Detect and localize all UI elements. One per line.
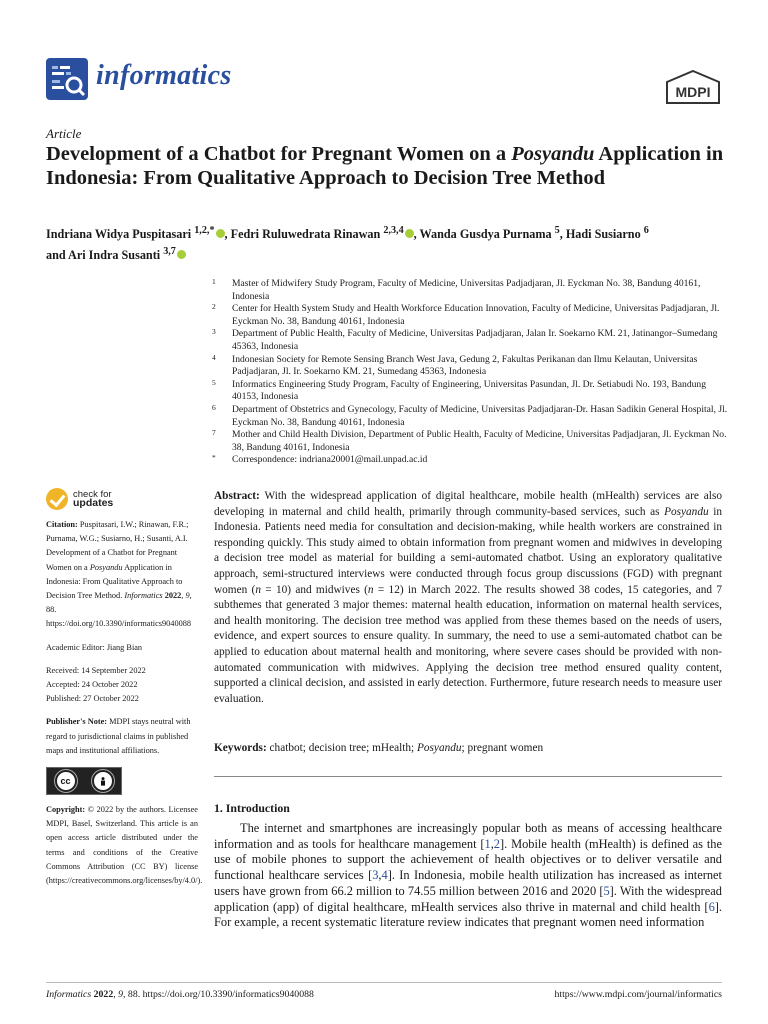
academic-editor: Academic Editor: Jiang Bian xyxy=(46,642,143,652)
abstract-italic: n xyxy=(367,583,374,596)
affiliation-text: Department of Obstetrics and Gynecology, Faculty of Medicine, Universitas Padjadjaran-Dr. Hasan Sadikin General Hospital, Jl. Eyckman No. 38, Bandung 40161, Indonesia xyxy=(232,403,728,428)
orcid-icon[interactable] xyxy=(177,250,186,259)
citation-text: Application in Indonesia: From Qualitative Approach to Decision Tree Method. xyxy=(46,562,183,601)
abstract-label: Abstract: xyxy=(214,490,260,502)
affiliation-item xyxy=(212,354,732,379)
author-name[interactable]: Ari Indra Susanti xyxy=(68,248,161,263)
correspondence xyxy=(212,454,732,467)
body-text: , xyxy=(378,868,382,883)
author-name[interactable]: Wanda Gusdya Purnama xyxy=(419,227,552,242)
footer-journal: Informatics xyxy=(46,989,92,1000)
section-divider xyxy=(214,776,722,777)
body-text: ]. Mobile health (mHealth) is defined as the use of mobile phones to support the achievement of health objectives or to deliver versatile and functional healthcare services [ xyxy=(214,836,722,883)
orcid-icon[interactable] xyxy=(216,229,225,238)
citation-label: Citation: xyxy=(46,520,78,529)
citation-text: , xyxy=(181,591,186,601)
citation-link[interactable]: 6 xyxy=(708,899,715,914)
citation-link[interactable]: 1 xyxy=(484,836,491,851)
checkmark-icon xyxy=(46,488,68,510)
keywords xyxy=(214,741,722,757)
abstract xyxy=(214,489,722,707)
affiliation-text: Informatics Engineering Study Program, Faculty of Engineering, Universitas Pasundan, Jl. Dr. Setiabudi No. 193, Bandung 40153, Indonesia xyxy=(232,378,707,403)
citation-year: 2022 xyxy=(162,591,182,601)
introduction-paragraph xyxy=(214,821,722,931)
affiliation-item xyxy=(212,379,732,404)
citation-text: Puspitasari, I.W.; Rinawan, F.R.; Purnama, W.G.; Susiarno, H.; Susanti, A.I. Development of a Chatbot for Pregnant Women on a xyxy=(46,520,189,572)
footer-volume: 9 xyxy=(118,989,124,1000)
citation-link[interactable]: 2 xyxy=(493,836,500,851)
footer-journal-url[interactable]: https://www.mdpi.com/journal/informatics xyxy=(554,989,722,1000)
article-title xyxy=(46,142,736,190)
citation xyxy=(46,518,198,632)
person-icon xyxy=(99,777,107,786)
abstract-text: = 10) and midwives ( xyxy=(260,583,368,596)
received-date: Received: 14 September 2022 xyxy=(46,665,146,675)
orcid-icon[interactable] xyxy=(405,229,414,238)
body-text: ]. With the widespread application (app) of digital healthcare, mHealth services also thrive in maternal and child health [ xyxy=(214,883,722,914)
correspondence-marker: * xyxy=(212,453,216,463)
affiliation-number: 1 xyxy=(212,277,216,286)
cc-by-license-icon[interactable] xyxy=(46,767,122,795)
affiliation-item xyxy=(212,303,732,328)
author-affiliation-marker: 6 xyxy=(643,225,649,236)
abstract-text: With the widespread application of digital healthcare, mobile health (mHealth) services are also developing in maternal and child health, primarily through community-based services, such as xyxy=(214,490,722,518)
published-date: Published: 27 October 2022 xyxy=(46,694,139,704)
affiliation-number: 7 xyxy=(212,428,216,438)
keywords-text: chatbot; decision tree; mHealth; xyxy=(266,742,417,754)
section-heading: 1. Introduction xyxy=(214,801,290,815)
author-affiliation-marker: 1,2,* xyxy=(194,225,215,236)
journal-logo xyxy=(46,58,88,100)
title-text: Development of a Chatbot for Pregnant Women on a xyxy=(46,143,512,165)
footer-text: , xyxy=(113,989,119,1000)
author-name[interactable]: Indriana Widya Puspitasari xyxy=(46,227,192,242)
check-updates-label xyxy=(73,490,113,509)
affiliation-number: 4 xyxy=(212,352,216,362)
affiliation-item xyxy=(212,278,732,303)
citation-doi[interactable]: , 88. https://doi.org/10.3390/informatics9040088 xyxy=(46,591,192,629)
citation-volume: 9 xyxy=(185,591,190,601)
keywords-label: Keywords: xyxy=(214,742,267,754)
body-text: ]. In Indonesia, mobile health utilization has increased as internet users have grown from 66.2 million to 74.55 million between 2016 and 2020 [ xyxy=(214,868,722,898)
publisher-note xyxy=(46,715,198,758)
citation-link[interactable]: 4 xyxy=(381,868,388,883)
by-icon xyxy=(92,770,114,792)
affiliation-text: Center for Health System Study and Health Workforce Education Innovation, Faculty of Medicine, Universitas Padjadjaran, Jl. Eyckman No. 38, Bandung 40161, Indonesia xyxy=(232,303,720,327)
publisher-note-text: MDPI stays neutral with regard to jurisdictional claims in published maps and institutional affiliations. xyxy=(46,717,191,755)
copyright-label: Copyright: xyxy=(46,805,86,815)
journal-name[interactable]: informatics xyxy=(96,60,232,91)
affiliation-number: 2 xyxy=(212,302,216,312)
affiliation-number: 3 xyxy=(212,327,216,337)
publisher-logo[interactable] xyxy=(664,70,722,104)
abstract-text: in Indonesia. Patients need media for consultation and decision-making, while health workers are constrained in responding quickly. This study aimed to obtain information from pregnant women and midwives in developing a decision tree model as material for building a semi-automated chatbot. Using an exploratory qualitative approach, semi-structured interviews were conducted through focus group discussions (FGD) with pregnant women ( xyxy=(214,505,722,596)
body-text: , xyxy=(490,836,494,851)
author-affiliation-marker: 5 xyxy=(554,225,560,236)
affiliations xyxy=(212,278,732,467)
affiliation-item xyxy=(212,429,732,454)
accepted-date: Accepted: 24 October 2022 xyxy=(46,680,138,690)
citation-link[interactable]: 5 xyxy=(603,883,610,898)
copyright xyxy=(46,803,203,888)
cc-icon: cc xyxy=(55,770,77,792)
title-italic: Posyandu xyxy=(511,143,595,165)
svg-text:MDPI: MDPI xyxy=(675,84,711,100)
author-name[interactable]: Fedri Ruluwedrata Rinawan xyxy=(230,227,381,242)
abstract-italic: Posyandu xyxy=(664,505,709,518)
correspondence-text[interactable]: Correspondence: indriana20001@mail.unpad.ac.id xyxy=(232,454,428,466)
affiliation-text: Mother and Child Health Division, Department of Public Health, Faculty of Medicine, Universitas Padjadjaran, Jl. Eyckman No. 38, Bandung 40161, Indonesia xyxy=(232,429,727,453)
check-line: check for xyxy=(73,488,112,500)
citation-link[interactable]: 3 xyxy=(372,868,379,883)
publisher-note-label: Publisher's Note: xyxy=(46,717,108,727)
keywords-italic: Posyandu xyxy=(416,742,462,754)
footer-citation xyxy=(46,989,314,1000)
affiliation-number: 5 xyxy=(212,377,216,387)
body-text: The internet and smartphones are increasingly popular both as means of accessing healthcare information and as tools for healthcare management [ xyxy=(214,821,722,851)
footer-doi[interactable]: , 88. https://doi.org/10.3390/informatics9040088 xyxy=(123,989,314,1000)
citation-journal: Informatics xyxy=(124,591,163,601)
body-text: ]. For example, a recent systematic literature review indicates that pregnant women need information xyxy=(214,899,722,930)
abstract-text: = 12) in March 2022. The results showed 38 codes, 15 categories, and 7 subthemes that generated 3 major themes: maternal health education, information on maternal health services, and health monitoring. The decision tree method was applied from these themes based on the needs of users, evidence, and expert sources to ensure quality. In summary, the need to use a semi-automated chatbot can be applied to education about maternal health and monitoring, where severe cases should be provided with non-automated communication with midwives. Applying the decision tree method ensured quality content, supported a clinical decision, and assisted in early detection. Furthermore, future research needs to measure user evaluation. xyxy=(214,583,722,705)
affiliation-number: 6 xyxy=(212,402,216,412)
copyright-text: © 2022 by the authors. Licensee MDPI, Basel, Switzerland. This article is an open access article distributed under the terms and conditions of the Creative Commons Attribution (CC BY) license (https://creativecommons.org/licenses/by/4.0/). xyxy=(46,805,203,886)
article-type: Article xyxy=(46,126,82,141)
author-and: and xyxy=(46,248,66,263)
abstract-italic: n xyxy=(255,583,261,596)
footer-year: 2022 xyxy=(91,989,114,1000)
affiliation-text: Indonesian Society for Remote Sensing Branch West Java, Gedung 2, Fakultas Perikanan dan Ilmu Kelautan, Universitas Padjadjaran, Jl. Ir. Soekarno KM. 21, Sumedang 45363, Indonesia xyxy=(232,353,698,378)
affiliation-text: Master of Midwifery Study Program, Faculty of Medicine, Universitas Padjadjaran, Jl. Eyckman No. 38, Bandung 40161, Indonesia xyxy=(232,278,701,302)
author-name[interactable]: Hadi Susiarno xyxy=(565,227,641,242)
author-list: Indriana Widya Puspitasari $^{1,2,*}$ , Fedri Ruluwedrata Rinawan $^{2,3,4}$ , Wanda Gusdya Purnama $^5$, Hadi Susiarno $^6$ and Ari Indra Susanti $^{3,7}$ xyxy=(46,225,649,263)
author-affiliation-marker: 3,7 xyxy=(163,246,176,258)
affiliation-item xyxy=(212,404,732,429)
sidebar: check for updates Citation: Puspitasari, I.W.; Rinawan, F.R.; Purnama, W.G.; Susiarno, H.; Susanti, A.I. Development of a Chatbot for Pregnant Women on a Posyandu Application in Indonesia: From Qualitative Approach to Decision Tree Method. Informatics 2022, 9, 88. https://doi.org/10.3390/informatics9040088 Academic Editor: Jiang Bian Received: 14 September 2022 Accepted: 24 October 2022 Published: 27 October 2022 Publisher's Note: MDPI stays neutral with regard to jurisdictional claims in published maps and institutional affiliations. cc BY Copyright: © 2022 by the authors. Licensee MDPI, Basel, Switzerland. This article is an open access article distributed under the terms and conditions of the Creative Commons Attribution (CC BY) license (https://creativecommons.org/licenses/by/4.0/). xyxy=(46,488,198,888)
keywords-text: ; pregnant women xyxy=(461,742,544,754)
check-for-updates-button[interactable] xyxy=(46,488,198,510)
affiliation-item xyxy=(212,328,732,353)
dates xyxy=(46,664,198,707)
check-line-bold: updates xyxy=(73,497,114,509)
title-text: Application in Indonesia: From Qualitative Approach to Decision Tree Method xyxy=(46,143,724,189)
author-affiliation-marker: 2,3,4 xyxy=(383,225,404,236)
footer-divider xyxy=(46,982,722,983)
citation-italic: Posyandu xyxy=(89,562,123,572)
affiliation-text: Department of Public Health, Faculty of Medicine, Universitas Padjadjaran, Jalan Ir. Soekarno KM. 21, Jatinangor–Sumedang 45363, Indonesia xyxy=(232,328,718,352)
